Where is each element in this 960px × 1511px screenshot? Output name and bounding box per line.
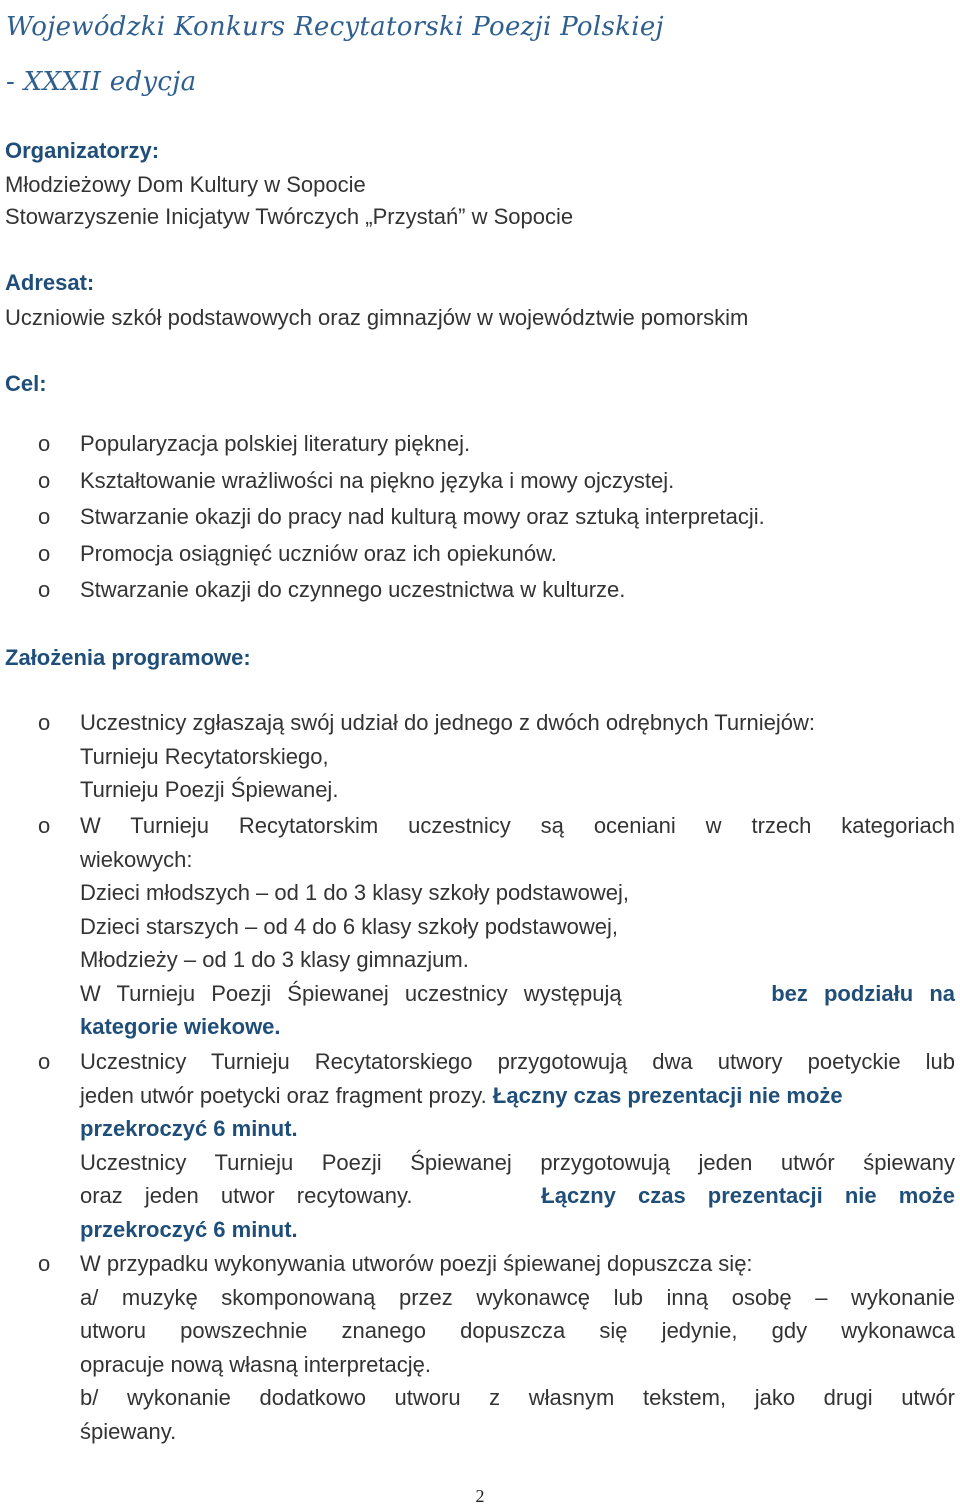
- assumptions-heading: Założenia programowe:: [5, 645, 251, 670]
- text-line: [80, 1179, 955, 1213]
- organizer-1: Młodzieżowy Dom Kultury w Sopocie: [5, 172, 366, 197]
- category-line: Młodzieży – od 1 do 3 klasy gimnazjum.: [80, 947, 469, 972]
- addressee-text: Uczniowie szkół podstawowych oraz gimnazjów w województwie pomorskim: [5, 305, 749, 330]
- emphasis-text: bez podziału na: [771, 980, 955, 1006]
- bullet-marker: o: [38, 710, 51, 735]
- bullet-marker: o: [38, 1251, 51, 1276]
- goal-item-text: Promocja osiągnięć uczniów oraz ich opiekunów.: [80, 540, 557, 566]
- addressee-heading: Adresat:: [5, 270, 95, 295]
- emphasis-text: Łączny czas prezentacji nie może: [492, 1082, 843, 1108]
- text-segment: oraz jeden utwor recytowany.: [80, 1183, 413, 1208]
- emphasis-text: Łączny czas prezentacji nie może: [541, 1183, 955, 1208]
- list-item: [0, 572, 960, 609]
- bullet-marker: o: [38, 577, 51, 602]
- title-line-2: - XXXII edycja: [6, 67, 197, 97]
- goal-list: [0, 426, 960, 609]
- category-line: Dzieci młodszych – od 1 do 3 klasy szkoły podstawowej,: [80, 880, 630, 905]
- emphasis-text: przekroczyć 6 minut.: [80, 1116, 298, 1141]
- text-line: śpiewany.: [80, 1418, 177, 1444]
- title-line-1: Wojewódzki Konkurs Recytatorski Poezji Polskiej: [6, 12, 664, 42]
- bullet-marker: o: [38, 813, 51, 838]
- bullet-marker: o: [38, 431, 51, 456]
- page-number: 2: [475, 1486, 485, 1506]
- text-line: Turnieju Recytatorskiego,: [80, 743, 329, 769]
- document-title: [6, 0, 946, 110]
- bullet-marker: o: [38, 467, 51, 493]
- bullet-marker: o: [38, 504, 51, 529]
- goal-item-text: Popularyzacja polskiej literatury pięknej.: [80, 431, 471, 456]
- organizer-2: Stowarzyszenie Inicjatyw Twórczych „Przystań” w Sopocie: [5, 204, 574, 229]
- text-line: a/ muzykę skomponowaną przez wykonawcę lub inną osobę – wykonanie: [80, 1284, 955, 1310]
- emphasis-text: przekroczyć 6 minut.: [80, 1216, 298, 1242]
- text-line: Turnieju Poezji Śpiewanej.: [80, 777, 339, 802]
- list-item: [0, 536, 960, 573]
- goal-item-text: Kształtowanie wrażliwości na piękno języka i mowy ojczystej.: [80, 467, 675, 493]
- text-line: [80, 1079, 955, 1113]
- text-line: W przypadku wykonywania utworów poezji śpiewanej dopuszcza się:: [80, 1251, 753, 1276]
- text-line: b/ wykonanie dodatkowo utworu z własnym tekstem, jako drugi utwór: [80, 1385, 955, 1410]
- text-segment: W Turnieju Poezji Śpiewanej uczestnicy występują: [80, 980, 622, 1006]
- category-line: Dzieci starszych – od 4 do 6 klasy szkoły podstawowej,: [80, 913, 619, 939]
- goal-item-text: Stwarzanie okazji do czynnego uczestnictwa w kulturze.: [80, 577, 626, 602]
- goal-item-text: Stwarzanie okazji do pracy nad kulturą mowy oraz sztuką interpretacji.: [80, 504, 765, 529]
- text-line: W Turnieju Recytatorskim uczestnicy są oceniani w trzech kategoriach: [80, 813, 955, 838]
- text-segment: jeden utwór poetycki oraz fragment prozy.: [80, 1082, 487, 1108]
- goal-heading: Cel:: [5, 371, 47, 396]
- assumption-sung-poetry: [80, 1247, 955, 1448]
- organizers-heading: Organizatorzy:: [5, 138, 160, 163]
- list-item: [0, 499, 960, 536]
- list-item: [0, 463, 960, 500]
- assumption-repertoire: [80, 1045, 955, 1246]
- assumption-tournaments: [80, 706, 955, 807]
- text-line: utworu powszechnie znanego dopuszcza się jedynie, gdy wykonawca: [80, 1318, 955, 1343]
- text-line: Uczestnicy zgłaszają swój udział do jednego z dwóch odrębnych Turniejów:: [80, 710, 815, 735]
- list-item: [0, 426, 960, 463]
- text-line: opracuje nową własną interpretację.: [80, 1351, 431, 1377]
- emphasis-text: kategorie wiekowe.: [80, 1014, 281, 1039]
- text-line: Uczestnicy Turnieju Recytatorskiego przygotowują dwa utwory poetyckie lub: [80, 1049, 955, 1074]
- bullet-marker: o: [38, 540, 51, 566]
- text-line: Uczestnicy Turnieju Poezji Śpiewanej przygotowują jeden utwór śpiewany: [80, 1149, 955, 1175]
- bullet-marker: o: [38, 1049, 51, 1074]
- text-line: wiekowych:: [80, 846, 193, 872]
- text-line: [80, 977, 955, 1011]
- assumption-age-categories: [80, 809, 955, 1044]
